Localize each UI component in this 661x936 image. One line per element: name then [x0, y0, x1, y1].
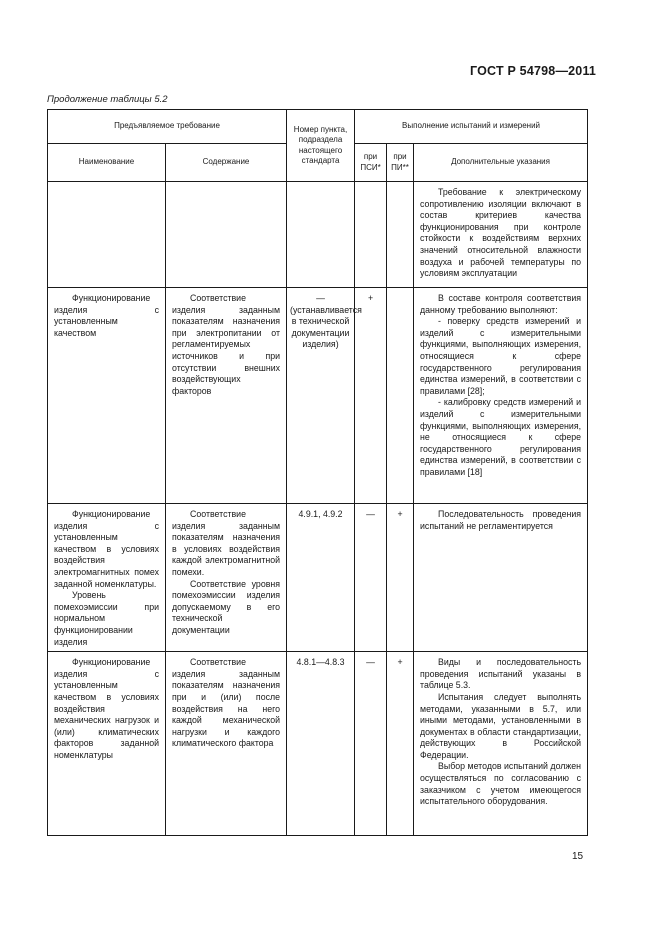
table-continuation-label: Продолжение таблицы 5.2 [47, 94, 168, 105]
row-content-cell [166, 652, 287, 836]
row-psi-cell [355, 504, 387, 652]
name-paragraph: Функционирование изделия с установленным качеством в условиях воздействия электромагнитных помех заданной номенклатуры. [54, 509, 159, 589]
header-clause-number: Номер пункта, подраздела настоящего стандарта [287, 110, 355, 182]
note-paragraph: Требование к электрическому сопротивлению изоляции включают в состав критериев качества функционирования при контроле стойкости к воздействиям верхних значений относительной влажности воздуха и рабочей температуры по условиям эксплуатации [420, 187, 582, 279]
clause-text: — (устанавливается в технической документации изделия) [290, 293, 362, 350]
row-name-cell [48, 504, 166, 652]
content-paragraph: Соответствие изделия заданным показателям назначения в условиях воздействия каждой электромагнитной помехи. [172, 509, 281, 577]
header-notes: Дополнительные указания [414, 144, 588, 182]
content-paragraph: Соответствие уровня помехоэмиссии изделия допускаемому в его технической документации [172, 578, 281, 635]
row-content-cell [166, 288, 287, 504]
name-paragraph: Функционирование изделия с установленным качеством [54, 293, 159, 338]
row-psi-cell [355, 182, 387, 288]
row-pi-cell [387, 504, 414, 652]
table-row [48, 652, 588, 836]
table-row [48, 504, 588, 652]
row-content-cell [166, 504, 287, 652]
content-paragraph: Соответствие изделия заданным показателям назначения при и (или) после воздействия на него каждой механической нагрузки и каждого климатического фактора [172, 657, 281, 749]
row-clause-cell [287, 652, 355, 836]
row-name-cell [48, 652, 166, 836]
name-paragraph: Функционирование изделия с установленным качеством в условиях воздействия механических нагрузок и (или) климатических факторов заданной номенклатуры [54, 657, 159, 760]
page-number: 15 [572, 851, 584, 862]
psi-mark: — [366, 509, 375, 519]
row-clause-cell [287, 288, 362, 504]
header-execution-group: Выполнение испытаний и измерений [355, 110, 588, 144]
psi-mark: + [367, 293, 374, 303]
table-row [48, 182, 588, 288]
row-notes-cell [414, 182, 588, 288]
row-pi-cell [387, 182, 414, 288]
row-clause-cell [287, 504, 355, 652]
row-pi-cell [387, 288, 414, 504]
row-notes-cell [414, 288, 588, 504]
name-paragraph: Уровень помехоэмиссии при нормальном функционировании изделия [54, 590, 159, 647]
note-paragraph: - калибровку средств измерений и изделий с измерительными функциями, выполняющих измерения, не относящиеся к сфере государственного регулирования единства измерений, в соответствии с правилами [18] [420, 397, 582, 477]
content-paragraph: Соответствие изделия заданным показателям назначения при электропитании от регламентируемых источников и при отсутствии внешних воздействующих факторов [172, 293, 281, 396]
table-row [48, 288, 588, 504]
header-name: Наименование [48, 144, 166, 182]
row-psi-cell [355, 652, 387, 836]
psi-mark: — [366, 657, 375, 668]
header-pi: при ПИ** [387, 144, 414, 182]
pi-mark: + [397, 509, 403, 519]
note-paragraph: Испытания следует выполнять методами, указанными в 5.7, или иными методами, установленными в документах в области стандартизации, действующих в Российской Федерации. [420, 691, 582, 760]
row-notes-cell [414, 504, 588, 652]
note-paragraph: Последовательность проведения испытаний не регламентируется [420, 509, 582, 531]
standard-number: ГОСТ Р 54798—2011 [470, 64, 597, 78]
note-paragraph: В составе контроля соответствия данному требованию выполняют: [420, 293, 582, 315]
requirements-table [47, 109, 588, 836]
note-paragraph: Виды и последовательность проведения испытаний указаны в таблице 5.3. [420, 657, 582, 691]
note-paragraph: - поверку средств измерений и изделий с измерительными функциями, выполняющих измерения, относящиеся к сфере государственного регулирования единства измерений, в соответствии с правилами [28]; [420, 316, 582, 396]
row-pi-cell [387, 652, 414, 836]
header-psi: при ПСИ* [355, 144, 387, 182]
clause-text: 4.9.1, 4.9.2 [298, 509, 343, 519]
row-content-cell [166, 182, 287, 288]
row-clause-cell [287, 182, 355, 288]
header-requirement-group: Предъявляемое требование [48, 110, 287, 144]
note-paragraph: Выбор методов испытаний должен осуществляться по согласованию с заказчиком с учетом имеющегося испытательного оборудования. [420, 761, 582, 807]
row-notes-cell [414, 652, 588, 836]
header-content: Содержание [166, 144, 287, 182]
row-name-cell [48, 288, 166, 504]
row-name-cell [48, 182, 166, 288]
pi-mark: + [397, 657, 403, 668]
clause-text: 4.8.1—4.8.3 [296, 657, 345, 668]
row-psi-cell [355, 288, 387, 504]
